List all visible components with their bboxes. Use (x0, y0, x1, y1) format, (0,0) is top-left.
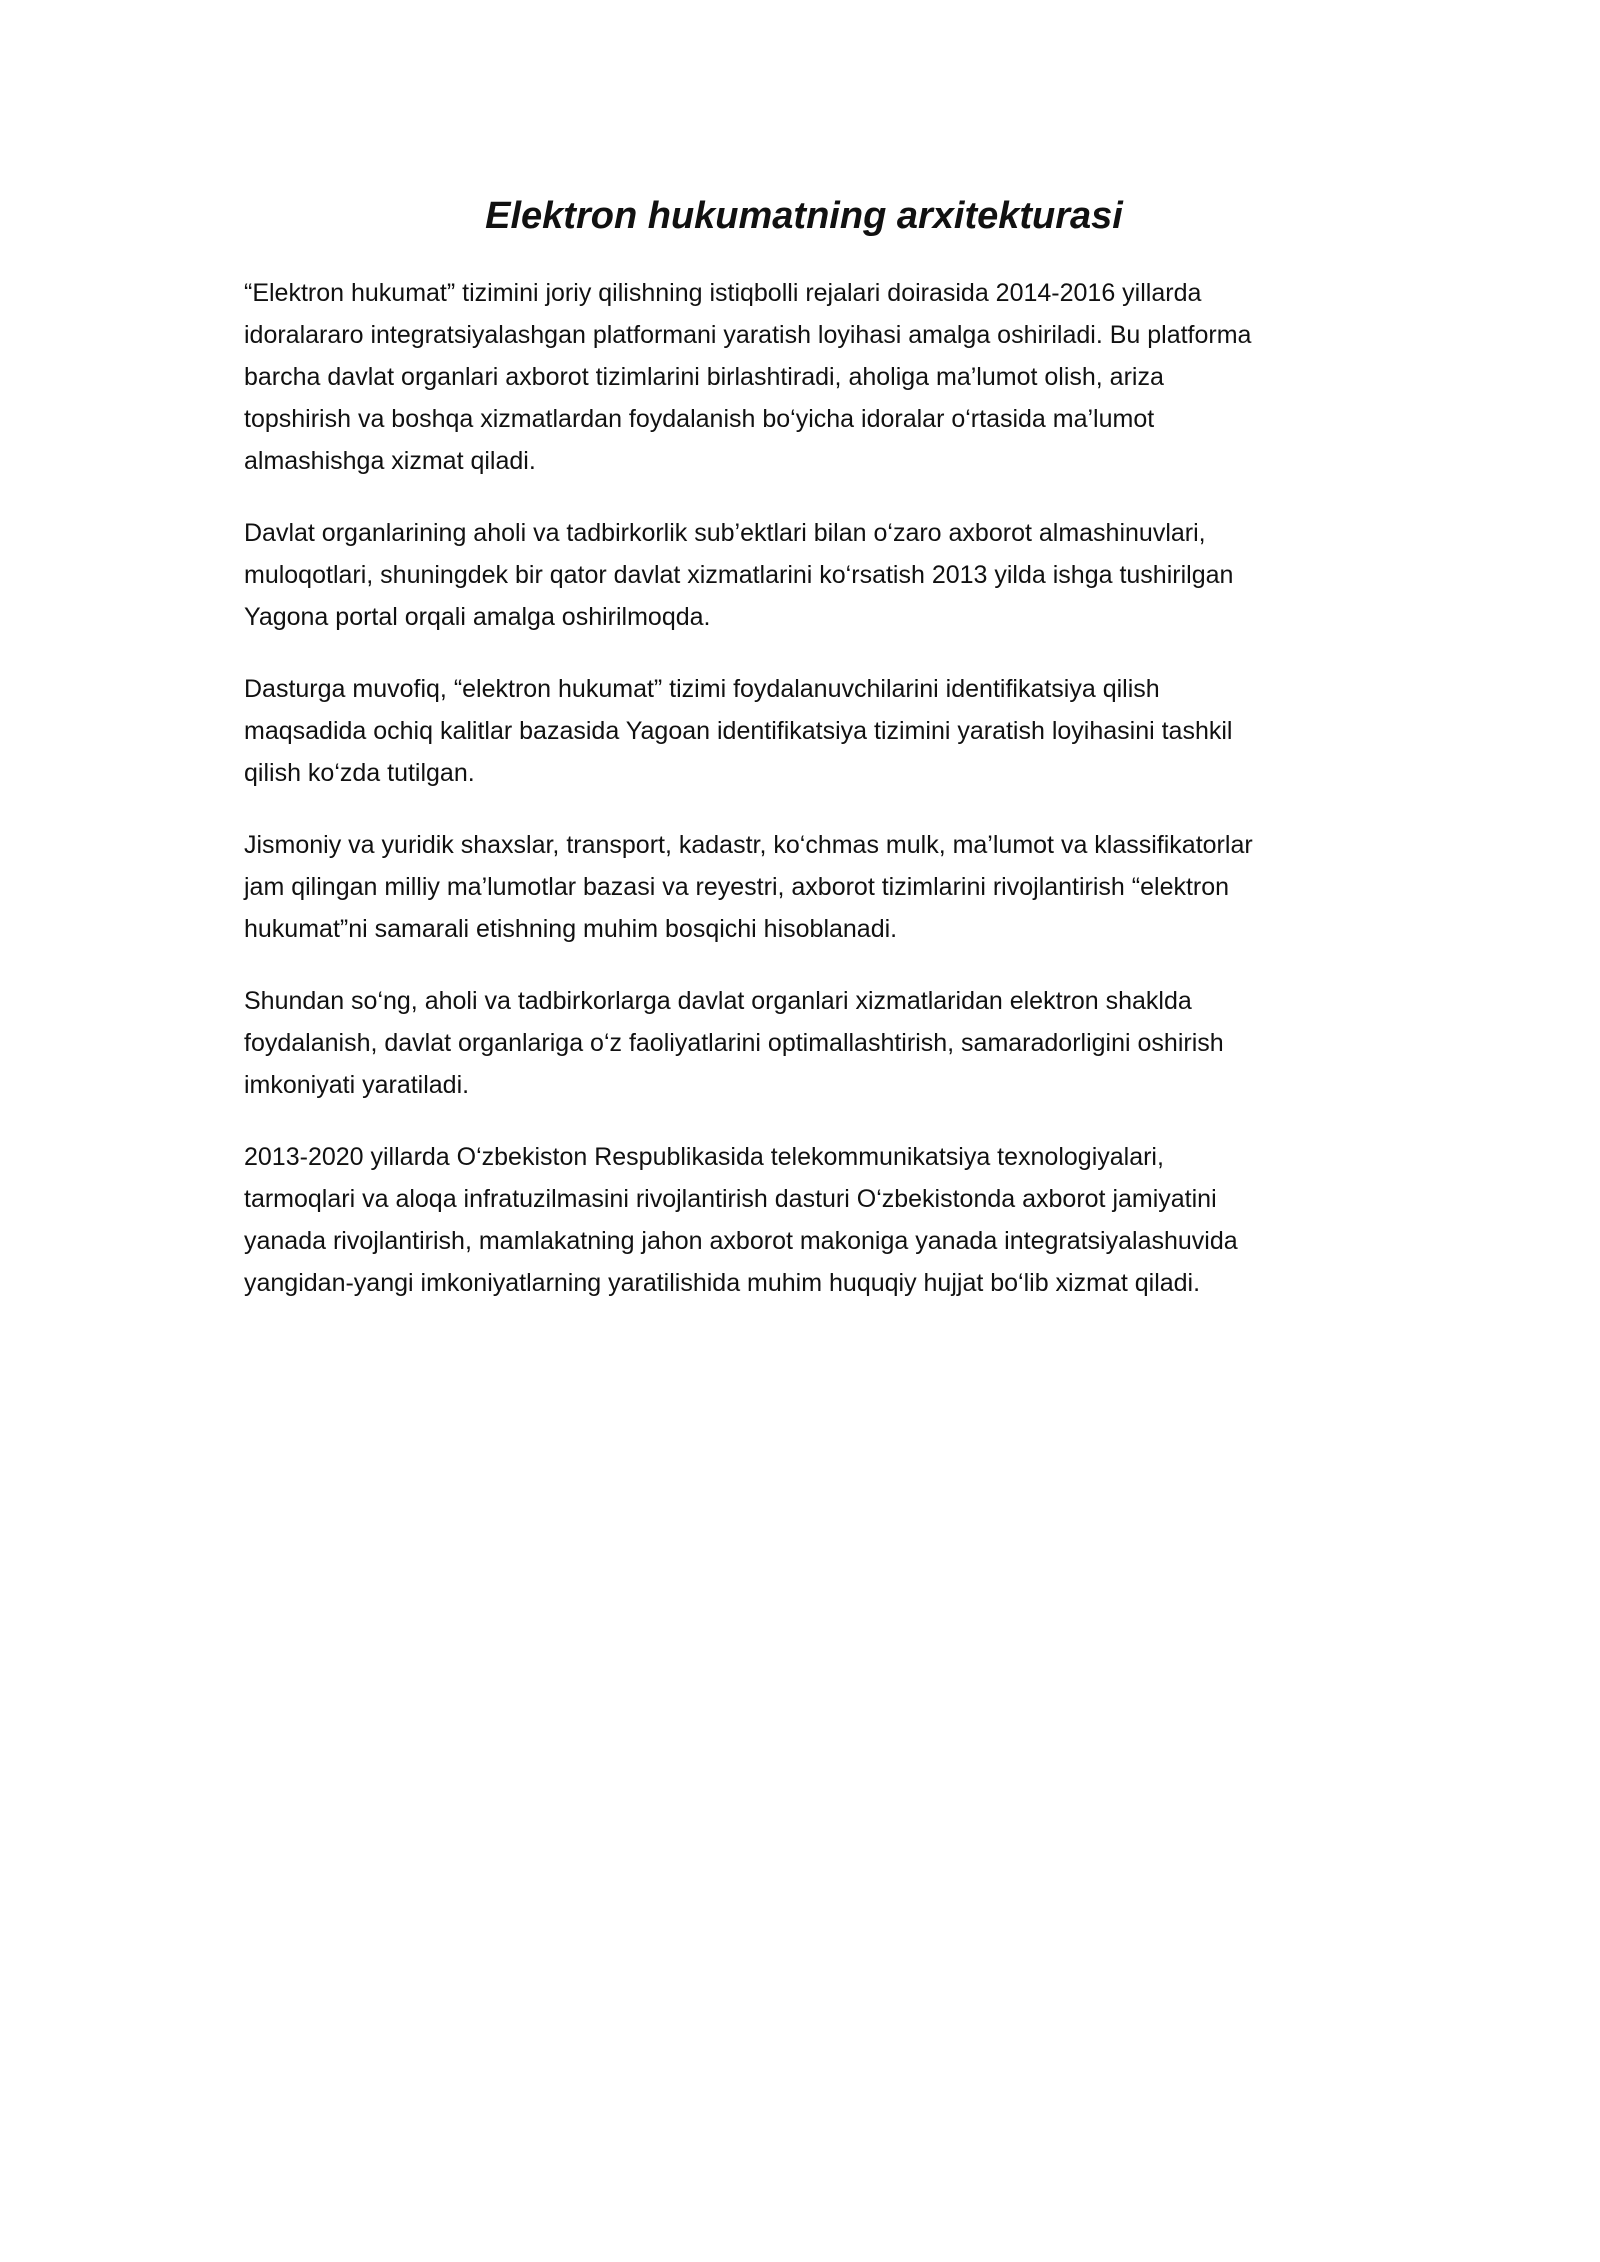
paragraph-line: muloqotlari, shuningdek bir qator davlat xizmatlarini ko‘rsatish 2013 yilda ishga tushirilgan (244, 561, 1234, 589)
paragraph-line: maqsadida ochiq kalitlar bazasida Yagoan identifikatsiya tizimini yaratish loyihasini tashkil (244, 717, 1233, 745)
paragraph-line: foydalanish, davlat organlariga o‘z faoliyatlarini optimallashtirish, samaradorligini oshirish (244, 1029, 1224, 1057)
paragraph-line: topshirish va boshqa xizmatlardan foydalanish bo‘yicha idoralar o‘rtasida ma’lumot (244, 405, 1155, 433)
paragraph-3 (244, 668, 1364, 794)
paragraph-line: Dasturga muvofiq, “elektron hukumat” tizimi foydalanuvchilarini identifikatsiya qilish (244, 675, 1160, 703)
paragraph-1 (244, 272, 1364, 482)
document-content (244, 190, 1364, 1334)
paragraph-line: “Elektron hukumat” tizimini joriy qilishning istiqbolli rejalari doirasida 2014-2016 yillarda (244, 279, 1202, 307)
paragraph-line: 2013-2020 yillarda O‘zbekiston Respublikasida telekommunikatsiya texnologiyalari, (244, 1143, 1164, 1171)
paragraph-line: almashishga xizmat qiladi. (244, 447, 536, 475)
paragraph-line: tarmoqlari va aloqa infratuzilmasini rivojlantirish dasturi O‘zbekistonda axborot jamiyatini (244, 1185, 1217, 1213)
paragraph-line: Davlat organlarining aholi va tadbirkorlik sub’ektlari bilan o‘zaro axborot almashinuvlari, (244, 519, 1206, 547)
paragraph-line: imkoniyati yaratiladi. (244, 1071, 470, 1099)
paragraph-line: qilish ko‘zda tutilgan. (244, 759, 475, 787)
paragraph-line: idoralararo integratsiyalashgan platformani yaratish loyihasi amalga oshiriladi. Bu platforma (244, 321, 1252, 349)
paragraph-2 (244, 512, 1364, 638)
paragraph-line: hukumat”ni samarali etishning muhim bosqichi hisoblanadi. (244, 915, 898, 943)
paragraph-line: barcha davlat organlari axborot tizimlarini birlashtiradi, aholiga ma’lumot olish, ariza (244, 363, 1164, 391)
paragraph-line: Yagona portal orqali amalga oshirilmoqda. (244, 603, 711, 631)
paragraph-4 (244, 824, 1364, 950)
paragraph-line: Jismoniy va yuridik shaxslar, transport, kadastr, ko‘chmas mulk, ma’lumot va klassifikatorlar (244, 831, 1253, 859)
paragraph-line: yanada rivojlantirish, mamlakatning jahon axborot makoniga yanada integratsiyalashuvida (244, 1227, 1238, 1255)
paragraph-5 (244, 980, 1364, 1106)
document-title: Elektron hukumatning arxitekturasi (485, 195, 1123, 237)
paragraph-line: yangidan-yangi imkoniyatlarning yaratilishida muhim huquqiy hujjat bo‘lib xizmat qiladi. (244, 1269, 1201, 1297)
paragraph-6 (244, 1136, 1364, 1304)
paragraph-line: jam qilingan milliy ma’lumotlar bazasi va reyestri, axborot tizimlarini rivojlantirish “elektron (244, 873, 1230, 901)
paragraph-line: Shundan so‘ng, aholi va tadbirkorlarga davlat organlari xizmatlaridan elektron shaklda (244, 987, 1192, 1015)
